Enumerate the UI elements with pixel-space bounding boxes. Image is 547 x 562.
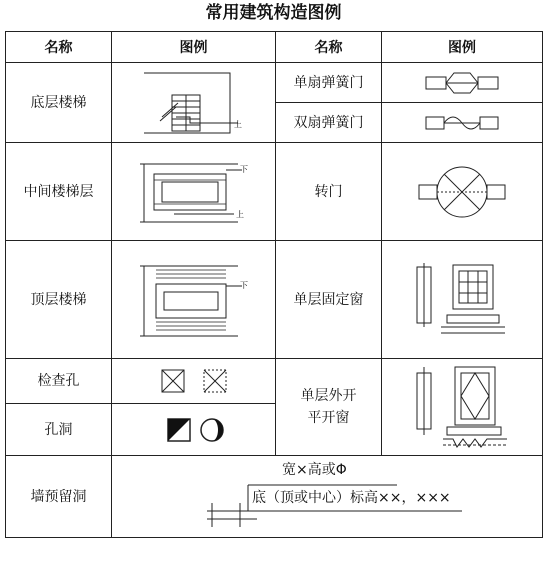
opening-icon: [154, 415, 234, 445]
double-spring-door-symbol: [382, 103, 543, 143]
fixed-window-symbol: [382, 241, 543, 359]
label-inspection-hole: 检查孔: [6, 359, 112, 404]
down-mark: 下: [239, 280, 248, 290]
reserved-hole-elevation-text: 底（顶或中心）标高××，×××: [252, 489, 451, 506]
revolving-door-icon: [417, 157, 507, 227]
up-mark: 上: [235, 209, 244, 219]
casement-window-icon: [407, 359, 517, 455]
up-mark: 上: [233, 119, 242, 129]
ground-stair-symbol: [112, 63, 276, 143]
label-reserved-hole: 墙预留洞: [6, 456, 112, 538]
label-casement-line2: 平开窗: [307, 410, 350, 426]
casement-window-label-cell: [276, 359, 382, 456]
header-legend-left: 图例: [112, 32, 276, 63]
page-title: 常用建筑构造图例: [205, 3, 342, 23]
header-name-right: 名称: [276, 32, 382, 63]
mid-stair-icon: [134, 152, 254, 232]
reserved-hole-size-text: 宽×高或Φ: [282, 461, 347, 478]
single-spring-door-symbol: [382, 63, 543, 103]
revolving-door-symbol: [382, 143, 543, 241]
down-mark: 下: [239, 164, 248, 174]
label-top-stair: 顶层楼梯: [6, 241, 112, 359]
label-revolving-door: 转门: [276, 143, 382, 241]
single-spring-door-icon: [422, 69, 502, 97]
legend-table: [5, 31, 543, 538]
top-stair-symbol: [112, 241, 276, 359]
header-legend-right: 图例: [382, 32, 543, 63]
reserved-hole-symbol: [112, 456, 543, 538]
label-double-spring-door: 双扇弹簧门: [276, 103, 382, 143]
opening-symbol: [112, 404, 276, 456]
label-opening: 孔洞: [6, 404, 112, 456]
inspection-hole-icon: [154, 368, 234, 394]
fixed-window-icon: [407, 255, 517, 345]
ground-stair-icon: [134, 65, 254, 141]
double-spring-door-icon: [422, 109, 502, 137]
mid-stair-symbol: [112, 143, 276, 241]
top-stair-icon: [134, 256, 254, 344]
casement-window-symbol: [382, 359, 543, 456]
label-fixed-window: 单层固定窗: [276, 241, 382, 359]
label-mid-stair: 中间楼梯层: [6, 143, 112, 241]
label-casement-line1: 单层外开: [300, 388, 357, 404]
header-name-left: 名称: [6, 32, 112, 63]
label-ground-stair: 底层楼梯: [6, 63, 112, 143]
inspection-hole-symbol: [112, 359, 276, 404]
label-single-spring-door: 单扇弹簧门: [276, 63, 382, 103]
